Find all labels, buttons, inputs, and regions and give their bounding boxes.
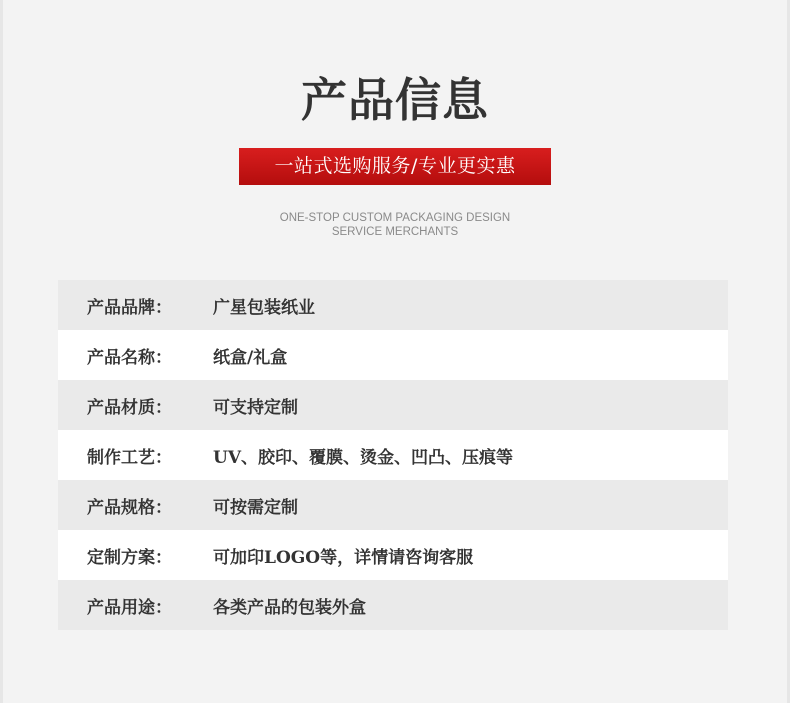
info-value: 可加印LOGO等，详情请咨询客服 [213, 547, 474, 568]
info-value: UV、胶印、覆膜、烫金、凹凸、压痕等 [213, 447, 514, 468]
info-label: 产品材质： [87, 397, 172, 418]
info-label: 产品规格： [87, 497, 172, 518]
product-info-page [3, 0, 787, 703]
info-row-brand [58, 280, 728, 330]
info-label: 制作工艺： [87, 447, 172, 468]
info-value: 可按需定制 [213, 497, 298, 518]
info-row-craft [58, 430, 728, 480]
info-label: 产品名称： [87, 347, 172, 368]
info-label: 定制方案： [87, 547, 172, 568]
english-subtitle-line-1: ONE-STOP CUSTOM PACKAGING DESIGN [279, 212, 511, 224]
page-title: 产品信息 [301, 73, 489, 127]
info-value: 可支持定制 [213, 397, 298, 418]
english-subtitle-line-2: SERVICE MERCHANTS [331, 226, 459, 238]
info-row-usage [58, 580, 728, 630]
product-info-table [58, 280, 728, 630]
info-value: 纸盒/礼盒 [213, 347, 288, 368]
info-row-spec [58, 480, 728, 530]
info-value: 各类产品的包装外盒 [213, 597, 366, 618]
info-label: 产品用途： [87, 597, 172, 618]
info-row-name [58, 330, 728, 380]
info-row-custom-plan [58, 530, 728, 580]
english-subtitle [3, 211, 787, 239]
info-label: 产品品牌： [87, 297, 172, 318]
info-value: 广星包装纸业 [213, 297, 315, 318]
info-row-material [58, 380, 728, 430]
subtitle-banner: 一站式选购服务/专业更实惠 [239, 148, 551, 185]
